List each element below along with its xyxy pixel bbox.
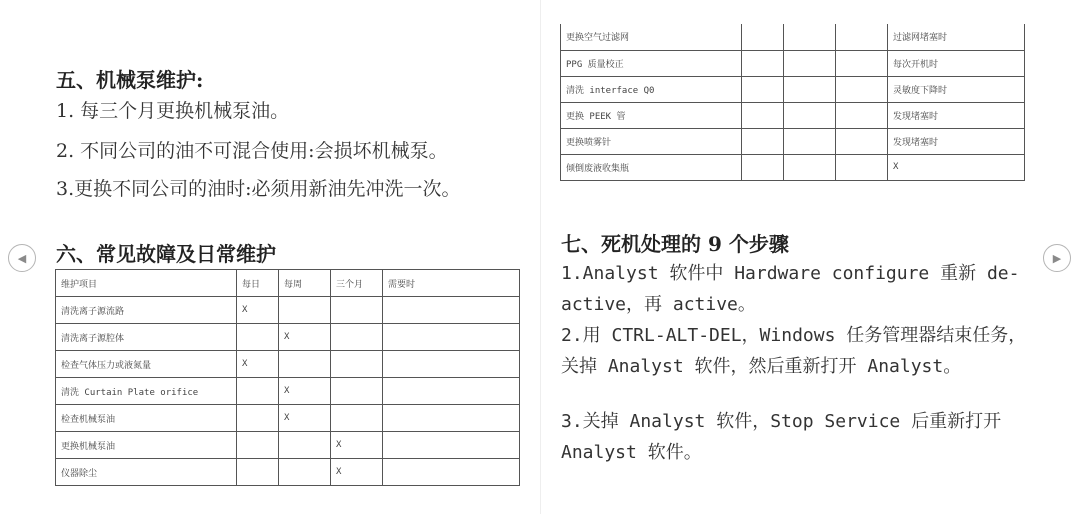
section7-step-2: 2.用 CTRL-ALT-DEL，Windows 任务管理器结束任务，关掉 Analyst 软件，然后重新打开 Analyst。 (561, 325, 1027, 377)
table-cell: X (331, 459, 383, 486)
table-cell (784, 50, 836, 76)
table-cell: 发现堵塞时 (888, 102, 1025, 128)
table-cell: 更换 PEEK 管 (561, 102, 742, 128)
table-cell (836, 24, 888, 50)
table-cell (383, 351, 520, 378)
table-cell (279, 351, 331, 378)
section5-heading: 五、机械泵维护: (56, 68, 204, 92)
table-cell: 更换空气过滤网 (561, 24, 742, 50)
table-cell (836, 128, 888, 154)
section5-line-3: 3.更换不同公司的油时:必须用新油先冲洗一次。 (56, 178, 461, 200)
table-cell (383, 432, 520, 459)
table-cell (331, 324, 383, 351)
table-cell (331, 378, 383, 405)
table-cell (237, 405, 279, 432)
table-cell (279, 297, 331, 324)
table-row (56, 378, 520, 405)
table-row (561, 102, 1025, 128)
table-cell (784, 76, 836, 102)
table-row (561, 128, 1025, 154)
table-cell: 每次开机时 (888, 50, 1025, 76)
table-header-row (56, 270, 520, 297)
table-cell: PPG 质量校正 (561, 50, 742, 76)
table-cell: X (279, 324, 331, 351)
table-row (56, 459, 520, 486)
table-row (561, 50, 1025, 76)
table-cell (237, 459, 279, 486)
table-cell: X (888, 154, 1025, 180)
section6-heading: 六、常见故障及日常维护 (56, 242, 276, 266)
table-cell: 发现堵塞时 (888, 128, 1025, 154)
table-cell: X (279, 378, 331, 405)
section5-line-2: 2. 不同公司的油不可混合使用:会损坏机械泵。 (56, 140, 448, 162)
table-row (561, 154, 1025, 180)
table-header: 三个月 (331, 270, 383, 297)
table-cell: 更换喷雾针 (561, 128, 742, 154)
table-cell (331, 297, 383, 324)
table-cell (237, 432, 279, 459)
table-cell: 清洗离子源流路 (56, 297, 237, 324)
table-row (56, 405, 520, 432)
table-cell (279, 459, 331, 486)
table-cell (237, 324, 279, 351)
table-cell (279, 432, 331, 459)
table-cell (784, 154, 836, 180)
table-cell (742, 102, 784, 128)
table-cell (784, 24, 836, 50)
table-cell: X (237, 351, 279, 378)
maintenance-table-continued (560, 24, 1025, 181)
table-cell (331, 405, 383, 432)
table-cell (784, 128, 836, 154)
table-cell (742, 128, 784, 154)
table-cell (836, 76, 888, 102)
table-cell (383, 405, 520, 432)
table-cell (383, 324, 520, 351)
table-cell: 清洗离子源腔体 (56, 324, 237, 351)
table-cell: 清洗 Curtain Plate orifice (56, 378, 237, 405)
table-cell: 检查气体压力或液氮量 (56, 351, 237, 378)
table-cell (383, 378, 520, 405)
table-cell (836, 50, 888, 76)
table-cell (742, 76, 784, 102)
table-cell: 仪器除尘 (56, 459, 237, 486)
table-cell: 过滤网堵塞时 (888, 24, 1025, 50)
table-cell (383, 459, 520, 486)
table-cell (742, 154, 784, 180)
table-cell (784, 102, 836, 128)
table-cell (742, 50, 784, 76)
table-header: 每日 (237, 270, 279, 297)
table-cell: 清洗 interface Q0 (561, 76, 742, 102)
table-cell: X (331, 432, 383, 459)
table-cell (383, 297, 520, 324)
table-cell: 检查机械泵油 (56, 405, 237, 432)
table-cell: 更换机械泵油 (56, 432, 237, 459)
table-cell: 倾倒废液收集瓶 (561, 154, 742, 180)
table-row (56, 432, 520, 459)
prev-page-button[interactable] (8, 244, 36, 272)
table-cell (836, 154, 888, 180)
section7-step-3: 3.关掉 Analyst 软件，Stop Service 后重新打开 Analyst 软件。 (561, 411, 1002, 463)
table-cell: X (279, 405, 331, 432)
table-header: 每周 (279, 270, 331, 297)
next-page-button[interactable] (1043, 244, 1071, 272)
table-cell (742, 24, 784, 50)
chevron-left-icon: ◀ (17, 251, 27, 265)
table-row (56, 324, 520, 351)
table-header: 需要时 (383, 270, 520, 297)
chevron-right-icon: ▶ (1052, 251, 1062, 265)
table-row (561, 24, 1025, 50)
section7-heading: 七、死机处理的 9 个步骤 (561, 232, 789, 256)
table-row (56, 351, 520, 378)
table-cell: 灵敏度下降时 (888, 76, 1025, 102)
table-cell: X (237, 297, 279, 324)
section5-line-1: 1. 每三个月更换机械泵油。 (56, 100, 290, 122)
table-cell (237, 378, 279, 405)
table-row (561, 76, 1025, 102)
table-cell (836, 102, 888, 128)
table-cell (331, 351, 383, 378)
section7-step-1: 1.Analyst 软件中 Hardware configure 重新 de-active，再 active。 (561, 263, 1020, 315)
column-divider (540, 0, 541, 514)
maintenance-table (55, 269, 520, 486)
table-row (56, 297, 520, 324)
table-header: 维护项目 (56, 270, 237, 297)
